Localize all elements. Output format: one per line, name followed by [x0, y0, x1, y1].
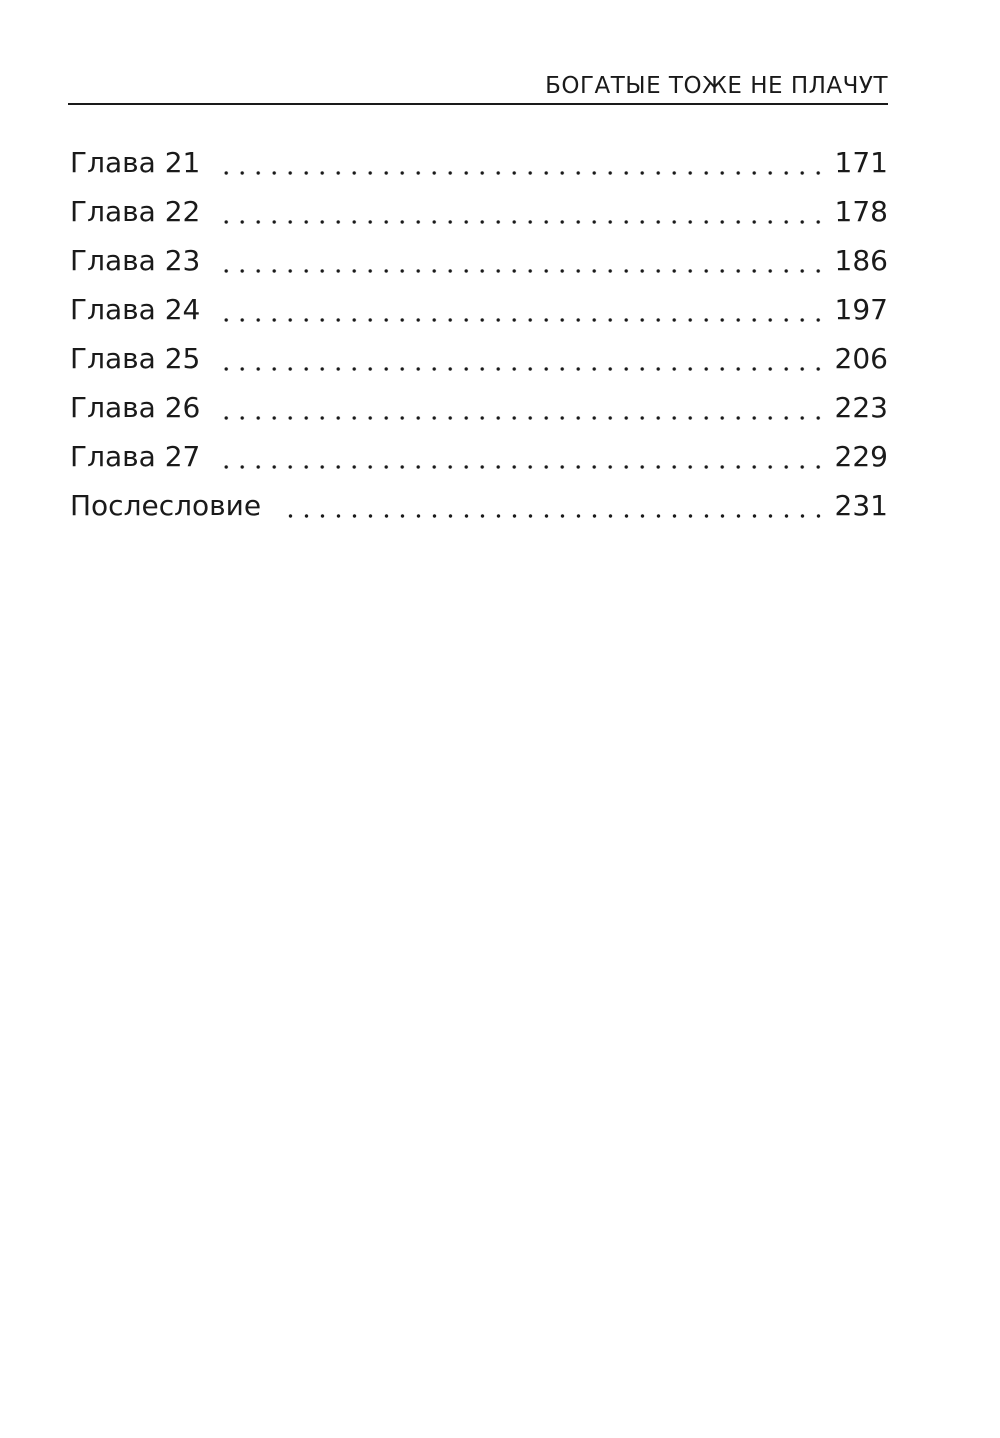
- toc-entry-title: Глава 26: [70, 391, 201, 424]
- toc-entry-title: Глава 22: [70, 195, 201, 228]
- dot-leader: [224, 215, 826, 225]
- toc-entry-title: Глава 24: [70, 293, 201, 326]
- toc-entry: [70, 138, 888, 187]
- running-header-title: БОГАТЫЕ ТОЖЕ НЕ ПЛАЧУТ: [545, 73, 888, 99]
- toc-entry-page-number: 197: [834, 293, 888, 326]
- dot-leader: [224, 411, 826, 421]
- toc-entry: [70, 236, 888, 285]
- table-of-contents: [70, 138, 888, 530]
- toc-entry-page-number: 231: [834, 489, 888, 522]
- dot-leader: [224, 264, 826, 274]
- header-rule: [68, 103, 888, 105]
- toc-entry: [70, 481, 888, 530]
- toc-entry-title: Глава 21: [70, 146, 201, 179]
- toc-entry: [70, 285, 888, 334]
- toc-entry: [70, 334, 888, 383]
- dot-leader: [224, 313, 826, 323]
- toc-entry: [70, 432, 888, 481]
- toc-entry-page-number: 178: [834, 195, 888, 228]
- toc-entry-page-number: 229: [834, 440, 888, 473]
- dot-leader: [224, 362, 826, 372]
- toc-entry: [70, 383, 888, 432]
- toc-entry-page-number: 223: [834, 391, 888, 424]
- toc-entry-page-number: 171: [834, 146, 888, 179]
- toc-entry-title: Глава 25: [70, 342, 201, 375]
- toc-entry-title: Глава 27: [70, 440, 201, 473]
- toc-entry-page-number: 186: [834, 244, 888, 277]
- toc-entry: [70, 187, 888, 236]
- dot-leader: [224, 460, 826, 470]
- toc-entry-title: Послесловие: [70, 489, 262, 522]
- dot-leader: [285, 509, 826, 519]
- toc-entry-title: Глава 23: [70, 244, 201, 277]
- dot-leader: [224, 166, 826, 176]
- toc-entry-page-number: 206: [834, 342, 888, 375]
